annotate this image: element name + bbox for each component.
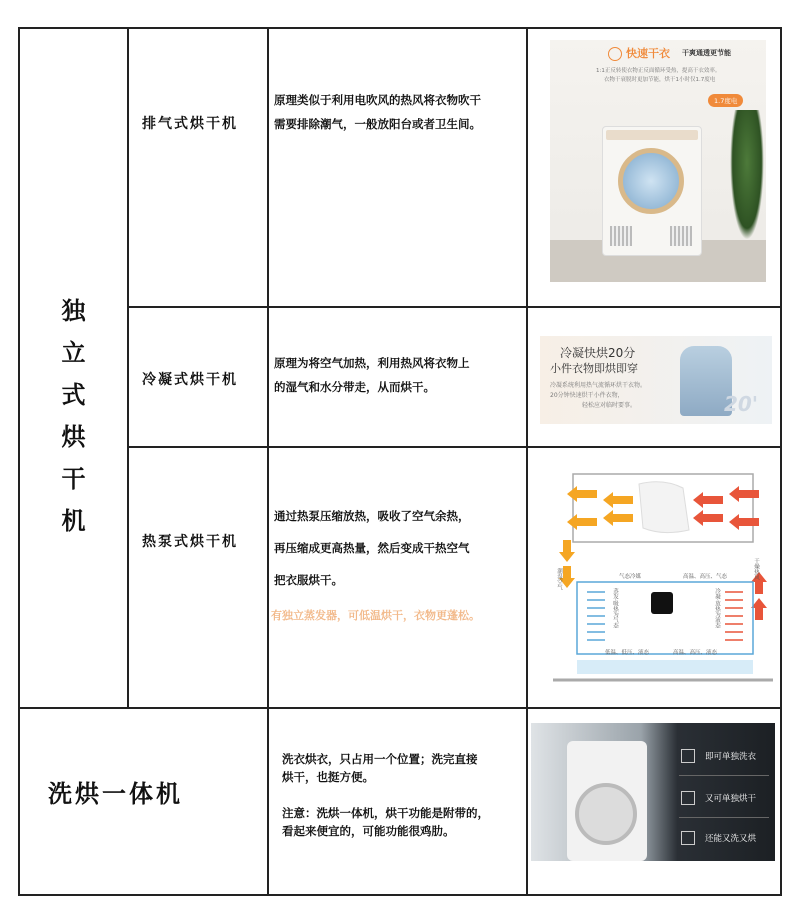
diagram-label: 高温、高压、液态 [673,650,718,656]
diagram-label: 冷凝·放热为液态 [714,588,720,629]
diagram-label: 潮湿空气 [556,568,562,590]
image-line: 冷凝系统利用热气流循环烘干衣物。 [550,382,647,389]
description-line: 注意：洗烘一体机，烘干功能是附带的， [282,806,489,820]
condenser-dryer-image [540,336,772,424]
arrow-left-icon [567,514,597,530]
feature-icon [681,749,695,763]
description-line: 的湿气和水分带走，从而烘干。 [274,380,435,394]
col-divider-3 [526,27,528,896]
arrow-left-icon [567,486,597,502]
description-line: 需要排除潮气，一般放阳台或者卫生间。 [274,117,481,131]
feature-label: 还能又洗又烘 [705,834,757,844]
arrow-left-icon [603,492,633,508]
category-char: 立 [61,339,86,367]
col-divider-1 [127,27,129,709]
description-line: 把衣服烘干。 [274,573,343,587]
image-line: 1:1正反转使衣物正反面循环受热，提高干衣效率。 [596,68,721,74]
feature-icon [681,791,695,805]
category-label [20,290,127,542]
evaporator-coil [587,592,605,640]
plant-icon [730,110,764,240]
feature-label: 又可单独烘干 [705,794,757,804]
washer-dryer-image [531,723,775,861]
description-line: 原理为将空气加热，利用热风将衣物上 [274,356,470,370]
compressor-icon [651,592,673,614]
category-char: 机 [61,507,86,535]
row-name: 排气式烘干机 [142,116,238,132]
category-char: 式 [61,381,86,409]
row-divider-1 [127,306,782,308]
clothes-icon [639,482,689,533]
image-subtitle: 小件衣物即烘即穿 [550,362,638,375]
description-line: 看起来便宜的，可能功能很鸡肋。 [282,824,455,838]
badge-icon [608,47,622,61]
description-line: 再压缩成更高热量，然后变成干热空气 [274,541,470,555]
feature-divider [679,817,769,818]
image-line: 衣物干衰脱时更加节能，烘干1小时仅1.7度电 [604,77,716,83]
condenser-coil [725,592,743,640]
image-title: 冷凝快烘20分 [560,346,636,360]
table-border-right [780,27,782,896]
diagram-label: 低温、低压、液态 [605,650,650,656]
image-big-number: 20' [724,392,758,416]
diagram-label: 高温、高压、气态 [683,574,728,580]
feature-divider [679,775,769,776]
row-description [274,351,524,399]
arrow-left-icon [729,486,759,502]
description-line: 洗衣烘衣，只占用一个位置；洗完直接 [282,752,478,766]
water-tray [577,660,753,674]
category-char: 独 [61,297,86,325]
control-panel [606,130,698,140]
row-name: 洗烘一体机 [48,780,183,808]
row-description [274,88,524,136]
table-border-bottom [18,894,782,896]
image-badge: 快速干衣 [626,47,670,60]
description-line: 烘干，也挺方便。 [282,770,374,784]
description-line: 原理类似于利用电吹风的热风将衣物吹干 [274,93,481,107]
heat-pump-diagram [553,470,773,690]
diagram-label: 蒸发·吸热为气态 [612,588,618,629]
row-note: 有独立蒸发器，可低温烘干，衣物更蓬松。 [271,609,480,622]
row-description [282,750,522,840]
category-char: 干 [61,465,86,493]
arrow-left-icon [693,492,723,508]
vent-grille [610,226,632,246]
col-divider-2 [267,27,269,896]
arrow-down-icon [559,540,575,562]
description-line: 通过热泵压缩放热，吸收了空气余热， [274,509,470,523]
heat-pump-svg [553,470,773,690]
category-char: 烘 [61,423,86,451]
row-divider-2 [127,446,782,448]
vented-dryer-image [550,40,766,282]
image-tagline: 干爽通透更节能 [682,49,731,57]
row-description [274,500,524,596]
feature-icon [681,831,695,845]
table-border-top [18,27,782,29]
row-name: 热泵式烘干机 [142,534,238,550]
dryer-door-icon [618,148,684,214]
arrow-left-icon [729,514,759,530]
diagram-label: 干燥热风 [753,558,759,580]
image-pill: 1.7度电 [708,94,743,107]
arrow-left-icon [603,510,633,526]
row-divider-3 [18,707,782,709]
washer-door-icon [575,783,637,845]
row-name: 冷凝式烘干机 [142,372,238,388]
feature-label: 即可单独洗衣 [705,752,757,762]
image-line: 20分钟快速烘干小件衣物， [550,392,624,399]
diagram-label: 气态冷媒 [619,574,642,580]
image-line: 轻松应对临时要事。 [582,402,637,409]
arrow-left-icon [693,510,723,526]
vent-grille [670,226,692,246]
